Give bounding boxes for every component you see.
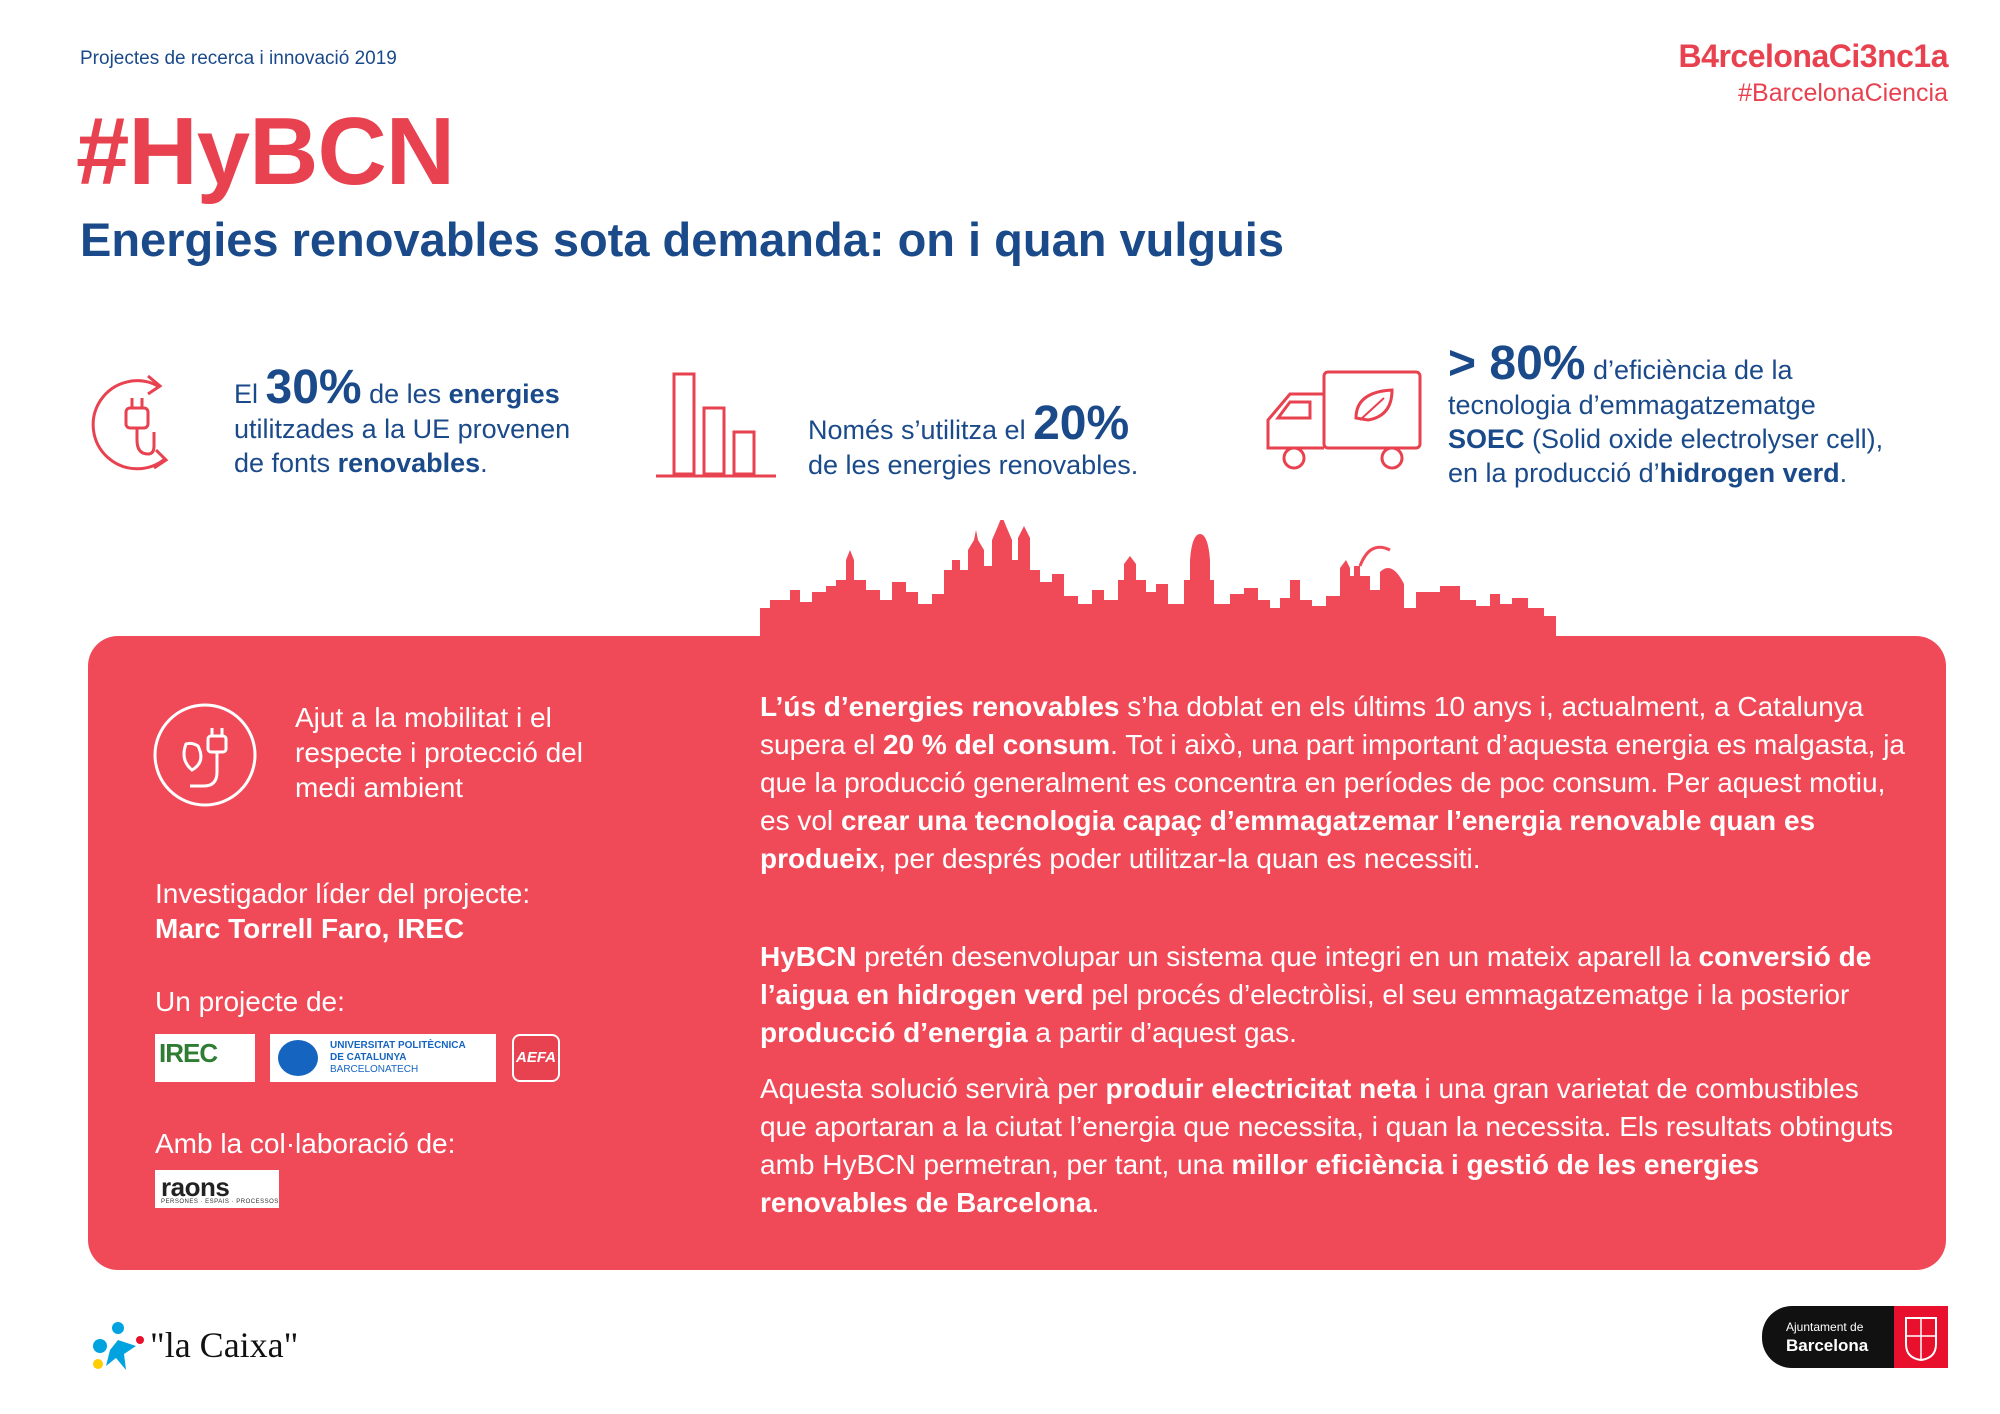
body-text: a partir d’aquest gas. <box>1027 1017 1297 1048</box>
stat-30-percent: El 30% de les energies utilitzades a la UE provenen de fonts renovables. <box>234 361 571 478</box>
emphasis-text: HyBCN <box>760 941 857 972</box>
page-title: #HyBCN <box>76 98 455 205</box>
body-text: . Tot i això, una part important d’aquesta energia es malgasta, ja que la producció generalment es concentra en períodes de poc consum. Per aquest motiu, es vol <box>760 729 1905 836</box>
project-by-label: Un projecte de: <box>155 986 345 1017</box>
lead-researcher-name: Marc Torrell Faro, IREC <box>155 913 465 944</box>
barcelona-skyline <box>0 520 2000 640</box>
body-text: pretén desenvolupar un sistema que integri en un mateix aparell la <box>856 941 1699 972</box>
emphasis-text: L’ús d’energies renovables <box>760 691 1120 722</box>
body-text: . <box>1091 1187 1100 1218</box>
project-aim: Ajut a la mobilitat i el respecte i protecció del medi ambient <box>295 702 583 803</box>
paragraph-2 <box>760 938 1910 1052</box>
kicker: Projectes de recerca i innovació 2019 <box>80 48 397 69</box>
emphasis-text: crear una tecnologia capaç d’emmagatzemar l’energia renovable quan es produeix <box>760 805 1816 874</box>
paragraph-3 <box>760 1070 1910 1222</box>
brand-hashtag: #BarcelonaCiencia <box>1738 79 1948 107</box>
emphasis-text: millor eficiència i gestió de les energies renovables de Barcelona <box>760 1149 1760 1218</box>
stat-value: > 80% <box>1448 337 1586 390</box>
eco-plug-icon <box>150 700 260 810</box>
collaboration-label: Amb la col·laboració de: <box>155 1128 456 1159</box>
body-text: s’ha doblat en els últims 10 anys i, actualment, a Catalunya supera el <box>760 691 1864 760</box>
city-shield-icon <box>1894 1306 1948 1368</box>
barcelona-ciencia-logo: B4rcelonaCi3nc1a <box>1678 38 1948 74</box>
body-text: , per després poder utilitzar-la quan es necessiti. <box>878 843 1481 874</box>
brand-block <box>1679 38 1948 108</box>
truck-leaf-icon <box>1260 366 1424 480</box>
lead-researcher-label: Investigador líder del projecte: <box>155 878 531 909</box>
emphasis-text: producció d’energia <box>760 1017 1028 1048</box>
upc-mark <box>278 1040 318 1076</box>
upc-logo: UNIVERSITAT POLITÈCNICA DE CATALUNYA BARCELONATECH <box>270 1034 496 1082</box>
bar-chart-icon <box>654 368 778 480</box>
stat-value: 30% <box>265 361 362 414</box>
body-text: i una gran varietat de combustibles que aportaran a la ciutat l’energia que necessita, i quan la necessita. Els resultats obtinguts amb HyBCN permetran, per tant, una <box>760 1073 1894 1180</box>
stat-20-percent: Només s’utilitza el 20% de les energies renovables. <box>808 397 1139 480</box>
raons-logo: raons PERSONES · ESPAIS · PROCESSOS <box>155 1170 279 1208</box>
page-subtitle: Energies renovables sota demanda: on i quan vulguis <box>80 213 1285 266</box>
body-text: pel procés d’electròlisi, el seu emmagatzematge i la posterior <box>1083 979 1850 1010</box>
stat-80-percent: > 80% d’eficiència de la tecnologia d’emmagatzematge SOEC (Solid oxide electrolyser cell), en la producció d’hidrogen verd. <box>1448 337 1884 488</box>
star-icon <box>88 1320 146 1370</box>
stat-value: 20% <box>1033 397 1130 450</box>
emphasis-text: produir electricitat neta <box>1105 1073 1417 1104</box>
paragraph-1 <box>760 688 1910 878</box>
aefa-logo: AEFA <box>512 1034 560 1082</box>
irec-logo: IREC <box>155 1034 255 1082</box>
renewable-plug-icon <box>88 362 188 492</box>
body-text: Aquesta solució servirà per <box>760 1073 1106 1104</box>
emphasis-text: conversió de l’aigua en hidrogen verd <box>760 941 1872 1010</box>
ajuntament-logo: Ajuntament de Barcelona <box>1762 1306 1948 1368</box>
emphasis-text: 20 % del consum <box>882 729 1111 760</box>
